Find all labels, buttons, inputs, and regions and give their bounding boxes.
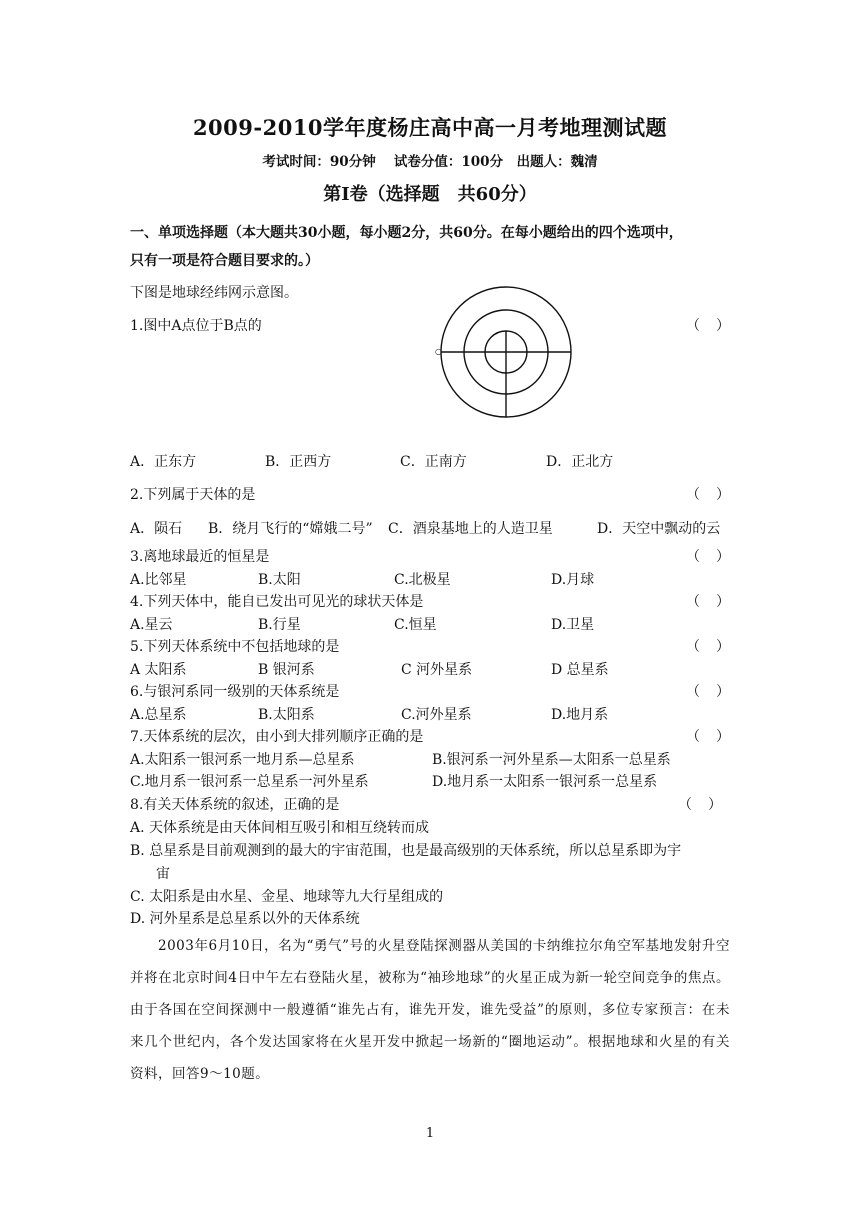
section-title: 第Ⅰ卷（选择题 共60分） [323, 184, 537, 205]
q6-option-d: D.地月系 [551, 707, 609, 723]
question-6-stem: 6.与银河系同一级别的天体系统是 [130, 684, 340, 700]
q7-option-b: B.银河系一河外星系—太阳系一总星系 [432, 752, 671, 768]
answer-blank-7[interactable]: （ ） [686, 729, 730, 745]
q1-option-c: C．正南方 [400, 454, 467, 470]
q1-option-a: A．正东方 [130, 454, 197, 470]
q4-option-b: B.行星 [258, 617, 301, 633]
question-5-stem: 5.下列天体系统中不包括地球的是 [130, 639, 340, 655]
answer-blank-4[interactable]: （ ） [686, 594, 730, 610]
q3-option-a: A.比邻星 [130, 572, 187, 588]
q2-option-d: D．天空中飘动的云 [597, 521, 721, 537]
question-2-stem: 2.下列属于天体的是 [130, 487, 256, 503]
q7-option-c: C.地月系一银河系一总星系一河外星系 [130, 774, 369, 790]
q7-option-a: A.太阳系一银河系一地月系—总星系 [130, 752, 355, 768]
q1-option-d: D．正北方 [546, 454, 614, 470]
q6-option-a: A.总星系 [130, 707, 187, 723]
q6-option-c: C.河外星系 [401, 707, 472, 723]
question-1-stem: 1.图中A点位于B点的 [130, 318, 262, 334]
q4-option-d: D.卫星 [551, 617, 595, 633]
exam-meta: 考试时间：90分钟 试卷分值：100分 出题人：魏清 [262, 154, 598, 170]
q8-option-b: B. 总星系是目前观测到的最大的宇宙范围，也是最高级别的天体系统，所以总星系即为宇 [130, 843, 682, 859]
q3-option-c: C.北极星 [394, 572, 451, 588]
q3-option-b: B.太阳 [258, 572, 301, 588]
question-4-stem: 4.下列天体中，能自已发出可见光的球状天体是 [130, 594, 424, 610]
graticule-diagram [420, 280, 600, 430]
q8-option-d: D. 河外星系是总星系以外的天体系统 [130, 911, 360, 927]
reading-passage: 2003年6月10日，名为“勇气”号的火星登陆探测器从美国的卡纳维拉尔角空军基地发射升空并将在北京时间4日中午左右登陆火星，被称为“袖珍地球”的火星正成为新一轮空间竞争的焦点。由于各国在空间探测中一般遵循“谁先占有，谁先开发，谁先受益”的原则，多位专家预言：在未来几个世纪内，各个发达国家将在火星开发中掀起一场新的“圈地运动”。根据地球和火星的有关资料，回答9～10题。 [130, 938, 730, 1082]
diagram-caption: 下图是地球经纬网示意图。 [130, 285, 298, 301]
q3-option-d: D.月球 [551, 572, 595, 588]
q5-option-c: C 河外星系 [401, 662, 473, 678]
q5-option-b: B 银河系 [258, 662, 315, 678]
answer-blank-5[interactable]: （ ） [686, 639, 730, 655]
answer-blank-2[interactable]: （ ） [686, 487, 730, 503]
q5-option-a: A 太阳系 [130, 662, 187, 678]
q6-option-b: B.太阳系 [258, 707, 315, 723]
page-title: 2009-2010学年度杨庄高中高一月考地理测试题 [192, 115, 668, 140]
q2-option-b: B．绕月飞行的“嫦娥二号” [208, 521, 373, 537]
q4-option-a: A.星云 [130, 617, 173, 633]
q8-option-c: C. 太阳系是由水星、金星、地球等九大行星组成的 [130, 889, 444, 905]
q4-option-c: C.恒星 [394, 617, 437, 633]
page-number: 1 [425, 1126, 435, 1141]
answer-blank-8[interactable]: （ ） [678, 797, 722, 813]
q1-option-b: B．正西方 [265, 454, 332, 470]
point-mark: ○ [435, 347, 442, 356]
q7-option-d: D.地月系一太阳系一银河系一总星系 [432, 774, 658, 790]
q8-option-a: A. 天体系统是由天体间相互吸引和相互绕转而成 [130, 820, 430, 836]
answer-blank-6[interactable]: （ ） [686, 684, 730, 700]
q2-option-a: A．陨石 [130, 521, 183, 537]
question-3-stem: 3.离地球最近的恒星是 [130, 549, 270, 565]
question-7-stem: 7.天体系统的层次，由小到大排列顺序正确的是 [130, 729, 424, 745]
q5-option-d: D 总星系 [551, 662, 609, 678]
answer-blank-1[interactable]: （ ） [686, 318, 730, 334]
question-8-stem: 8.有关天体系统的叙述，正确的是 [130, 797, 340, 813]
answer-blank-3[interactable]: （ ） [686, 549, 730, 565]
q2-option-c: C．酒泉基地上的人造卫星 [388, 521, 553, 537]
instructions-line-2: 只有一项是符合题目要求的。） [130, 253, 319, 269]
q8-option-b-cont: 宙 [156, 866, 170, 882]
instructions-line-1: 一、单项选择题（本大题共30小题，每小题2分，共60分。在每小题给出的四个选项中， [130, 225, 683, 241]
